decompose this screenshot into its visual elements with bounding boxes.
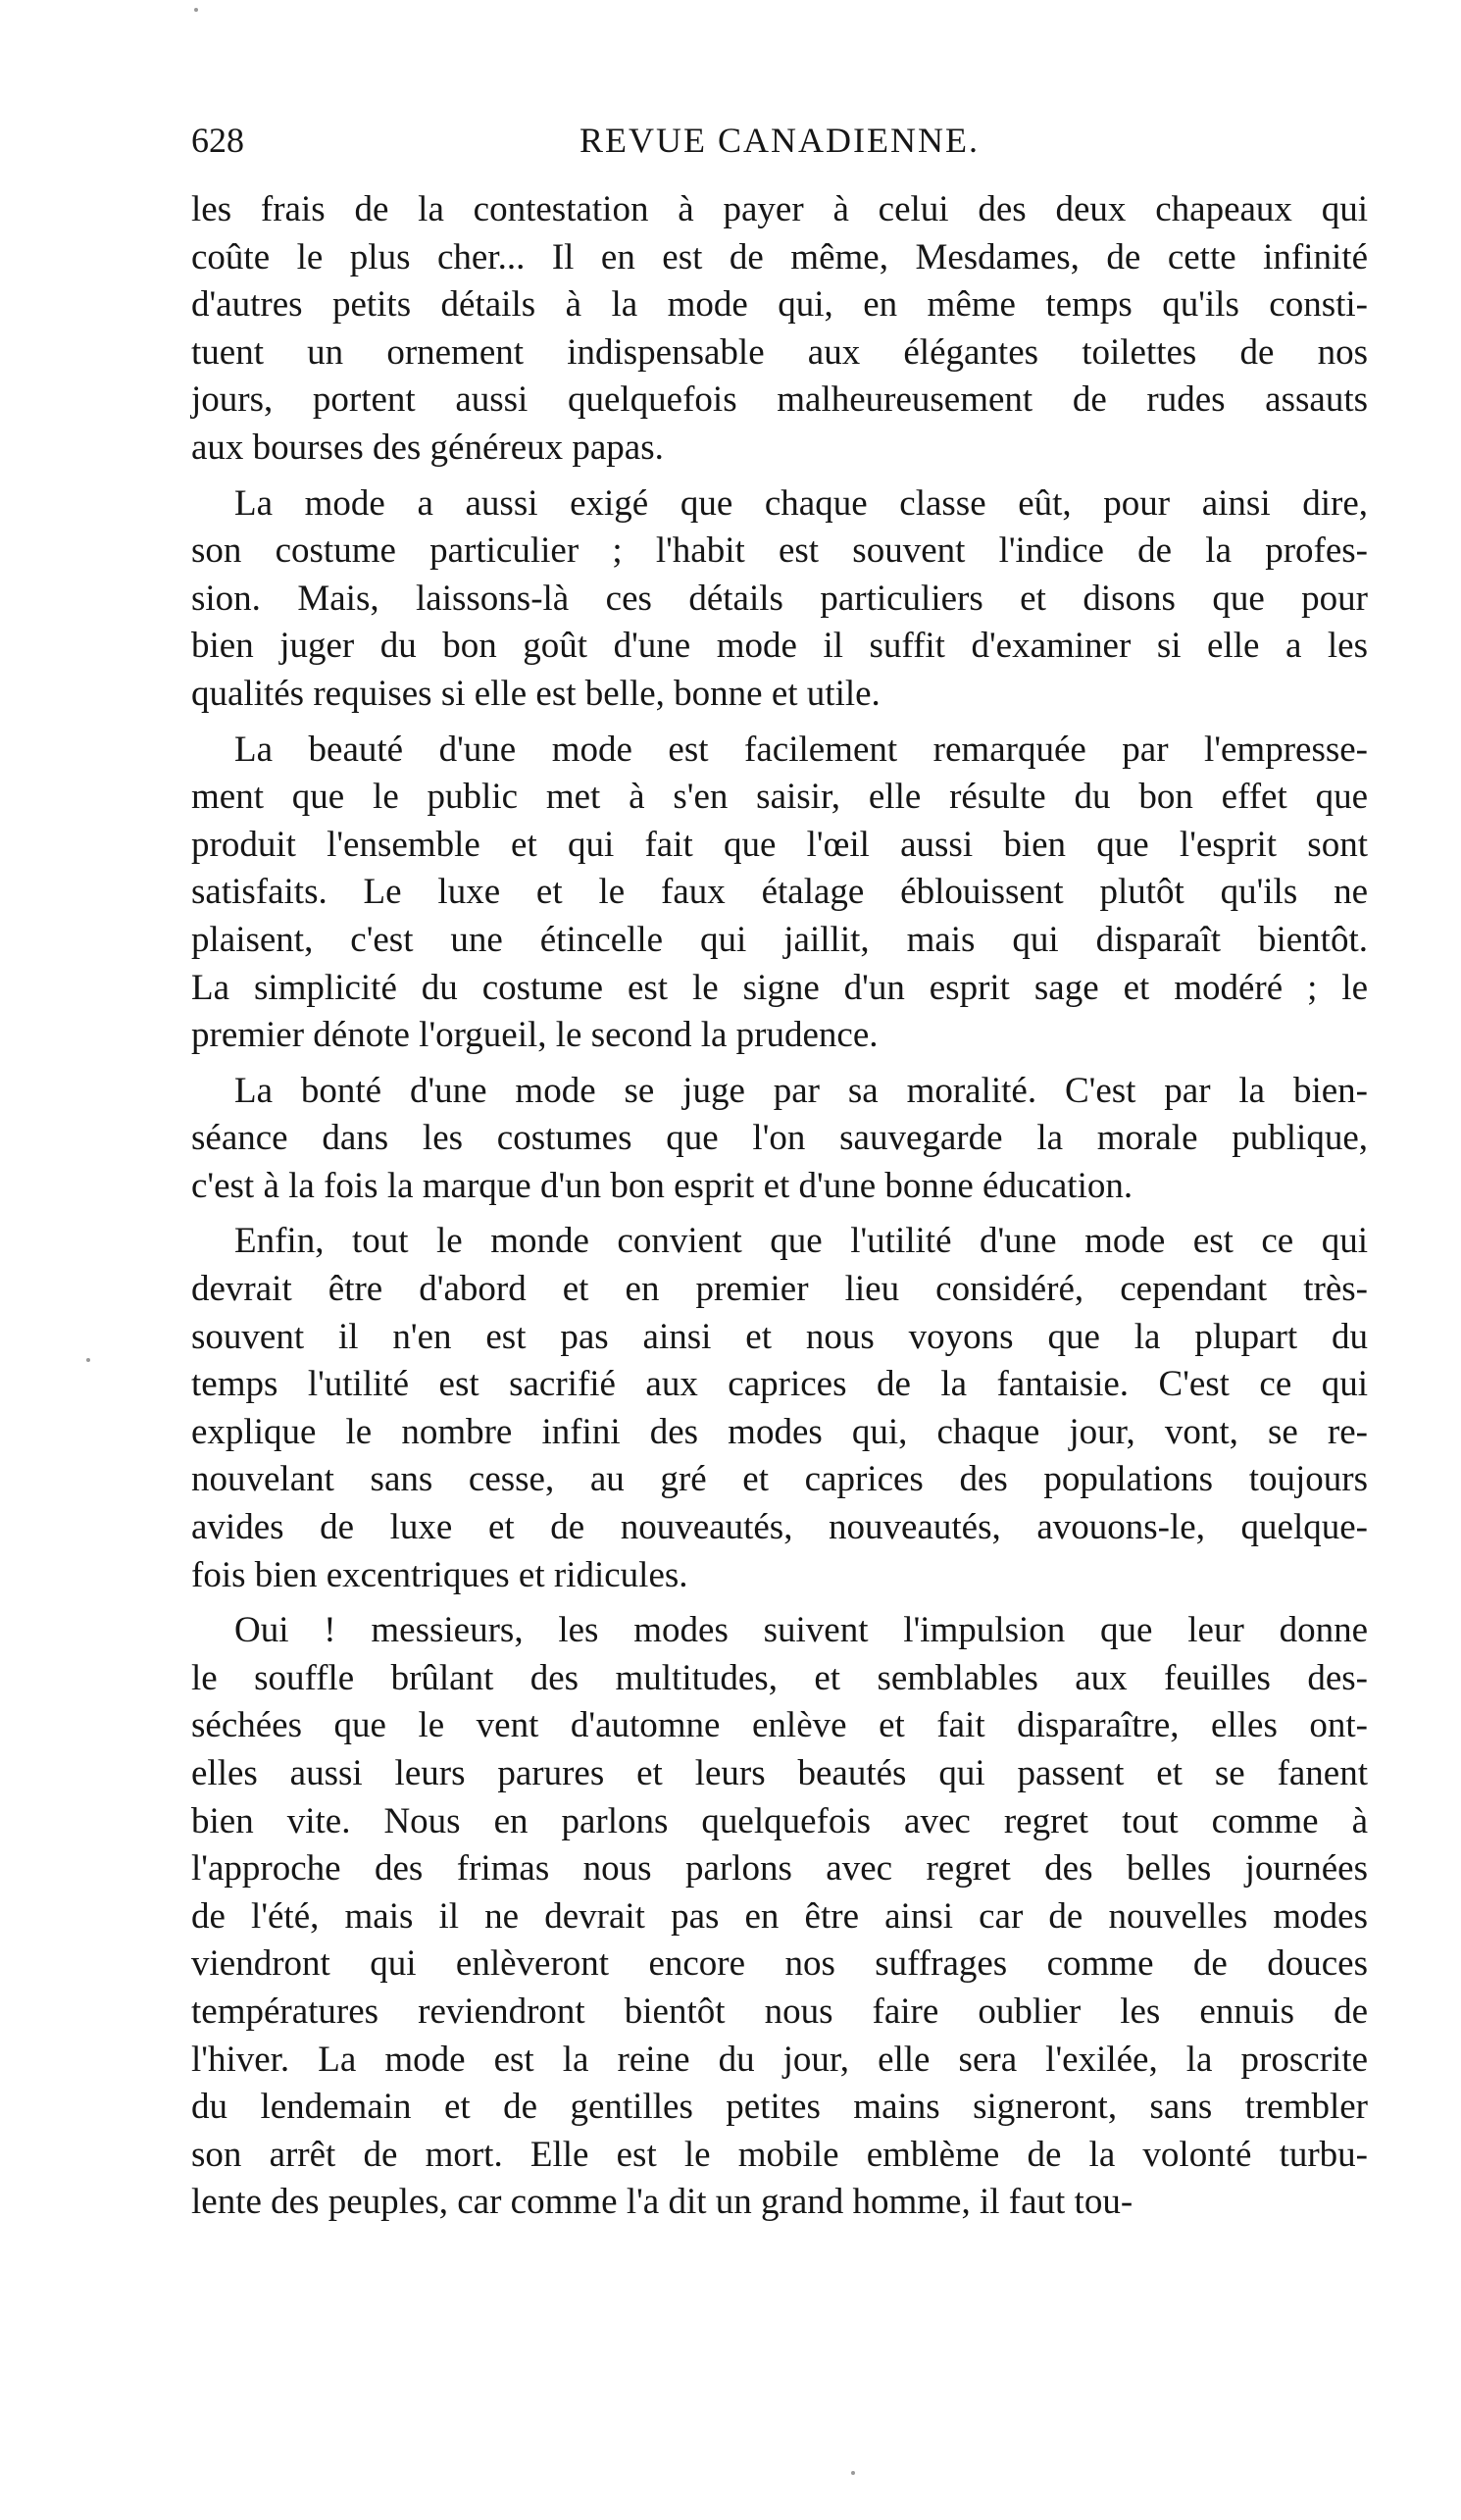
paragraph [191,1218,1368,1599]
text-line: plaisent, c'est une étincelle qui jaillit, mais qui disparaît bientôt. [191,919,1368,960]
text-line: produit l'ensemble et qui fait que l'œil aussi bien que l'esprit sont [191,824,1368,865]
book-page [191,116,1368,2227]
body-text [191,186,1368,2227]
text-line: bien juger du bon goût d'une mode il suffit d'examiner si elle a les [191,626,1368,667]
text-line: jours, portent aussi quelquefois malheureusement de rudes assauts [191,379,1368,421]
text-line: nouvelant sans cesse, au gré et caprices des populations toujours [191,1459,1368,1500]
page-number: 628 [191,121,244,160]
text-line: Enfin, tout le monde convient que l'utilité d'une mode est ce qui [234,1221,1368,1262]
text-line: avides de luxe et de nouveautés, nouveautés, avouons-le, quelque- [191,1507,1368,1548]
text-line: devrait être d'abord et en premier lieu considéré, cependant très- [191,1269,1368,1310]
text-line: premier dénote l'orgueil, le second la prudence. [191,1015,879,1056]
text-line: le souffle brûlant des multitudes, et semblables aux feuilles des- [191,1657,1368,1698]
text-line: La simplicité du costume est le signe d'un esprit sage et modéré ; le [191,967,1368,1008]
paragraph [191,1068,1368,1211]
scan-speck [194,8,198,12]
text-line: ment que le public met à s'en saisir, elle résulte du bon effet que [191,777,1368,818]
text-line: explique le nombre infini des modes qui, chaque jour, vont, se re- [191,1411,1368,1452]
text-line: c'est à la fois la marque d'un bon esprit et d'une bonne éducation. [191,1165,1134,1206]
text-line: tuent un ornement indispensable aux élégantes toilettes de nos [191,331,1368,373]
text-line: l'approche des frimas nous parlons avec regret des belles journées [191,1848,1368,1890]
text-line: elles aussi leurs parures et leurs beautés qui passent et se fanent [191,1753,1368,1793]
running-title: REVUE CANADIENNE. [579,121,980,160]
paragraph [191,727,1368,1060]
text-line: d'autres petits détails à la mode qui, en même temps qu'ils consti- [191,284,1368,326]
text-line: températures reviendront bientôt nous faire oublier les ennuis de [191,1991,1368,2032]
text-line: son arrêt de mort. Elle est le mobile emblème de la volonté turbu- [191,2134,1368,2175]
text-line: séchées que le vent d'automne enlève et fait disparaître, elles ont- [191,1705,1368,1746]
text-line: coûte le plus cher... Il en est de même, Mesdames, de cette infinité [191,236,1368,277]
text-line: du lendemain et de gentilles petites mains signeront, sans trembler [191,2087,1368,2128]
text-line: de l'été, mais il ne devrait pas en être ainsi car de nouvelles modes [191,1895,1368,1937]
text-line: l'hiver. La mode est la reine du jour, elle sera l'exilée, la proscrite [191,2039,1368,2080]
text-line: son costume particulier ; l'habit est souvent l'indice de la profes- [191,530,1368,572]
text-line: fois bien excentriques et ridicules. [191,1554,688,1595]
paragraph [191,186,1368,473]
text-line: La mode a aussi exigé que chaque classe eût, pour ainsi dire, [234,482,1368,524]
paragraph [191,480,1368,719]
text-line: temps l'utilité est sacrifié aux caprices de la fantaisie. C'est ce qui [191,1364,1368,1405]
scan-speck [851,2471,855,2475]
text-line: La beauté d'une mode est facilement remarquée par l'empresse- [234,729,1368,770]
text-line: les frais de la contestation à payer à celui des deux chapeaux qui [191,189,1368,229]
text-line: séance dans les costumes que l'on sauvegarde la morale publique, [191,1118,1368,1159]
text-line: viendront qui enlèveront encore nos suffrages comme de douces [191,1943,1368,1985]
text-line: Oui ! messieurs, les modes suivent l'impulsion que leur donne [234,1610,1368,1651]
text-line: sion. Mais, laissons-là ces détails particuliers et disons que pour [191,578,1368,619]
scan-speck [86,1358,90,1362]
paragraph [191,1607,1368,2227]
text-line: bien vite. Nous en parlons quelquefois avec regret tout comme à [191,1800,1368,1841]
text-line: La bonté d'une mode se juge par sa moralité. C'est par la bien- [234,1070,1368,1111]
text-line: lente des peuples, car comme l'a dit un grand homme, il faut tou- [191,2182,1134,2223]
text-line: satisfaits. Le luxe et le faux étalage éblouissent plutôt qu'ils ne [191,872,1368,913]
page-header [191,116,1368,165]
text-line: qualités requises si elle est belle, bonne et utile. [191,673,881,714]
text-line: aux bourses des généreux papas. [191,427,664,468]
text-line: souvent il n'en est pas ainsi et nous voyons que la plupart du [191,1316,1368,1357]
